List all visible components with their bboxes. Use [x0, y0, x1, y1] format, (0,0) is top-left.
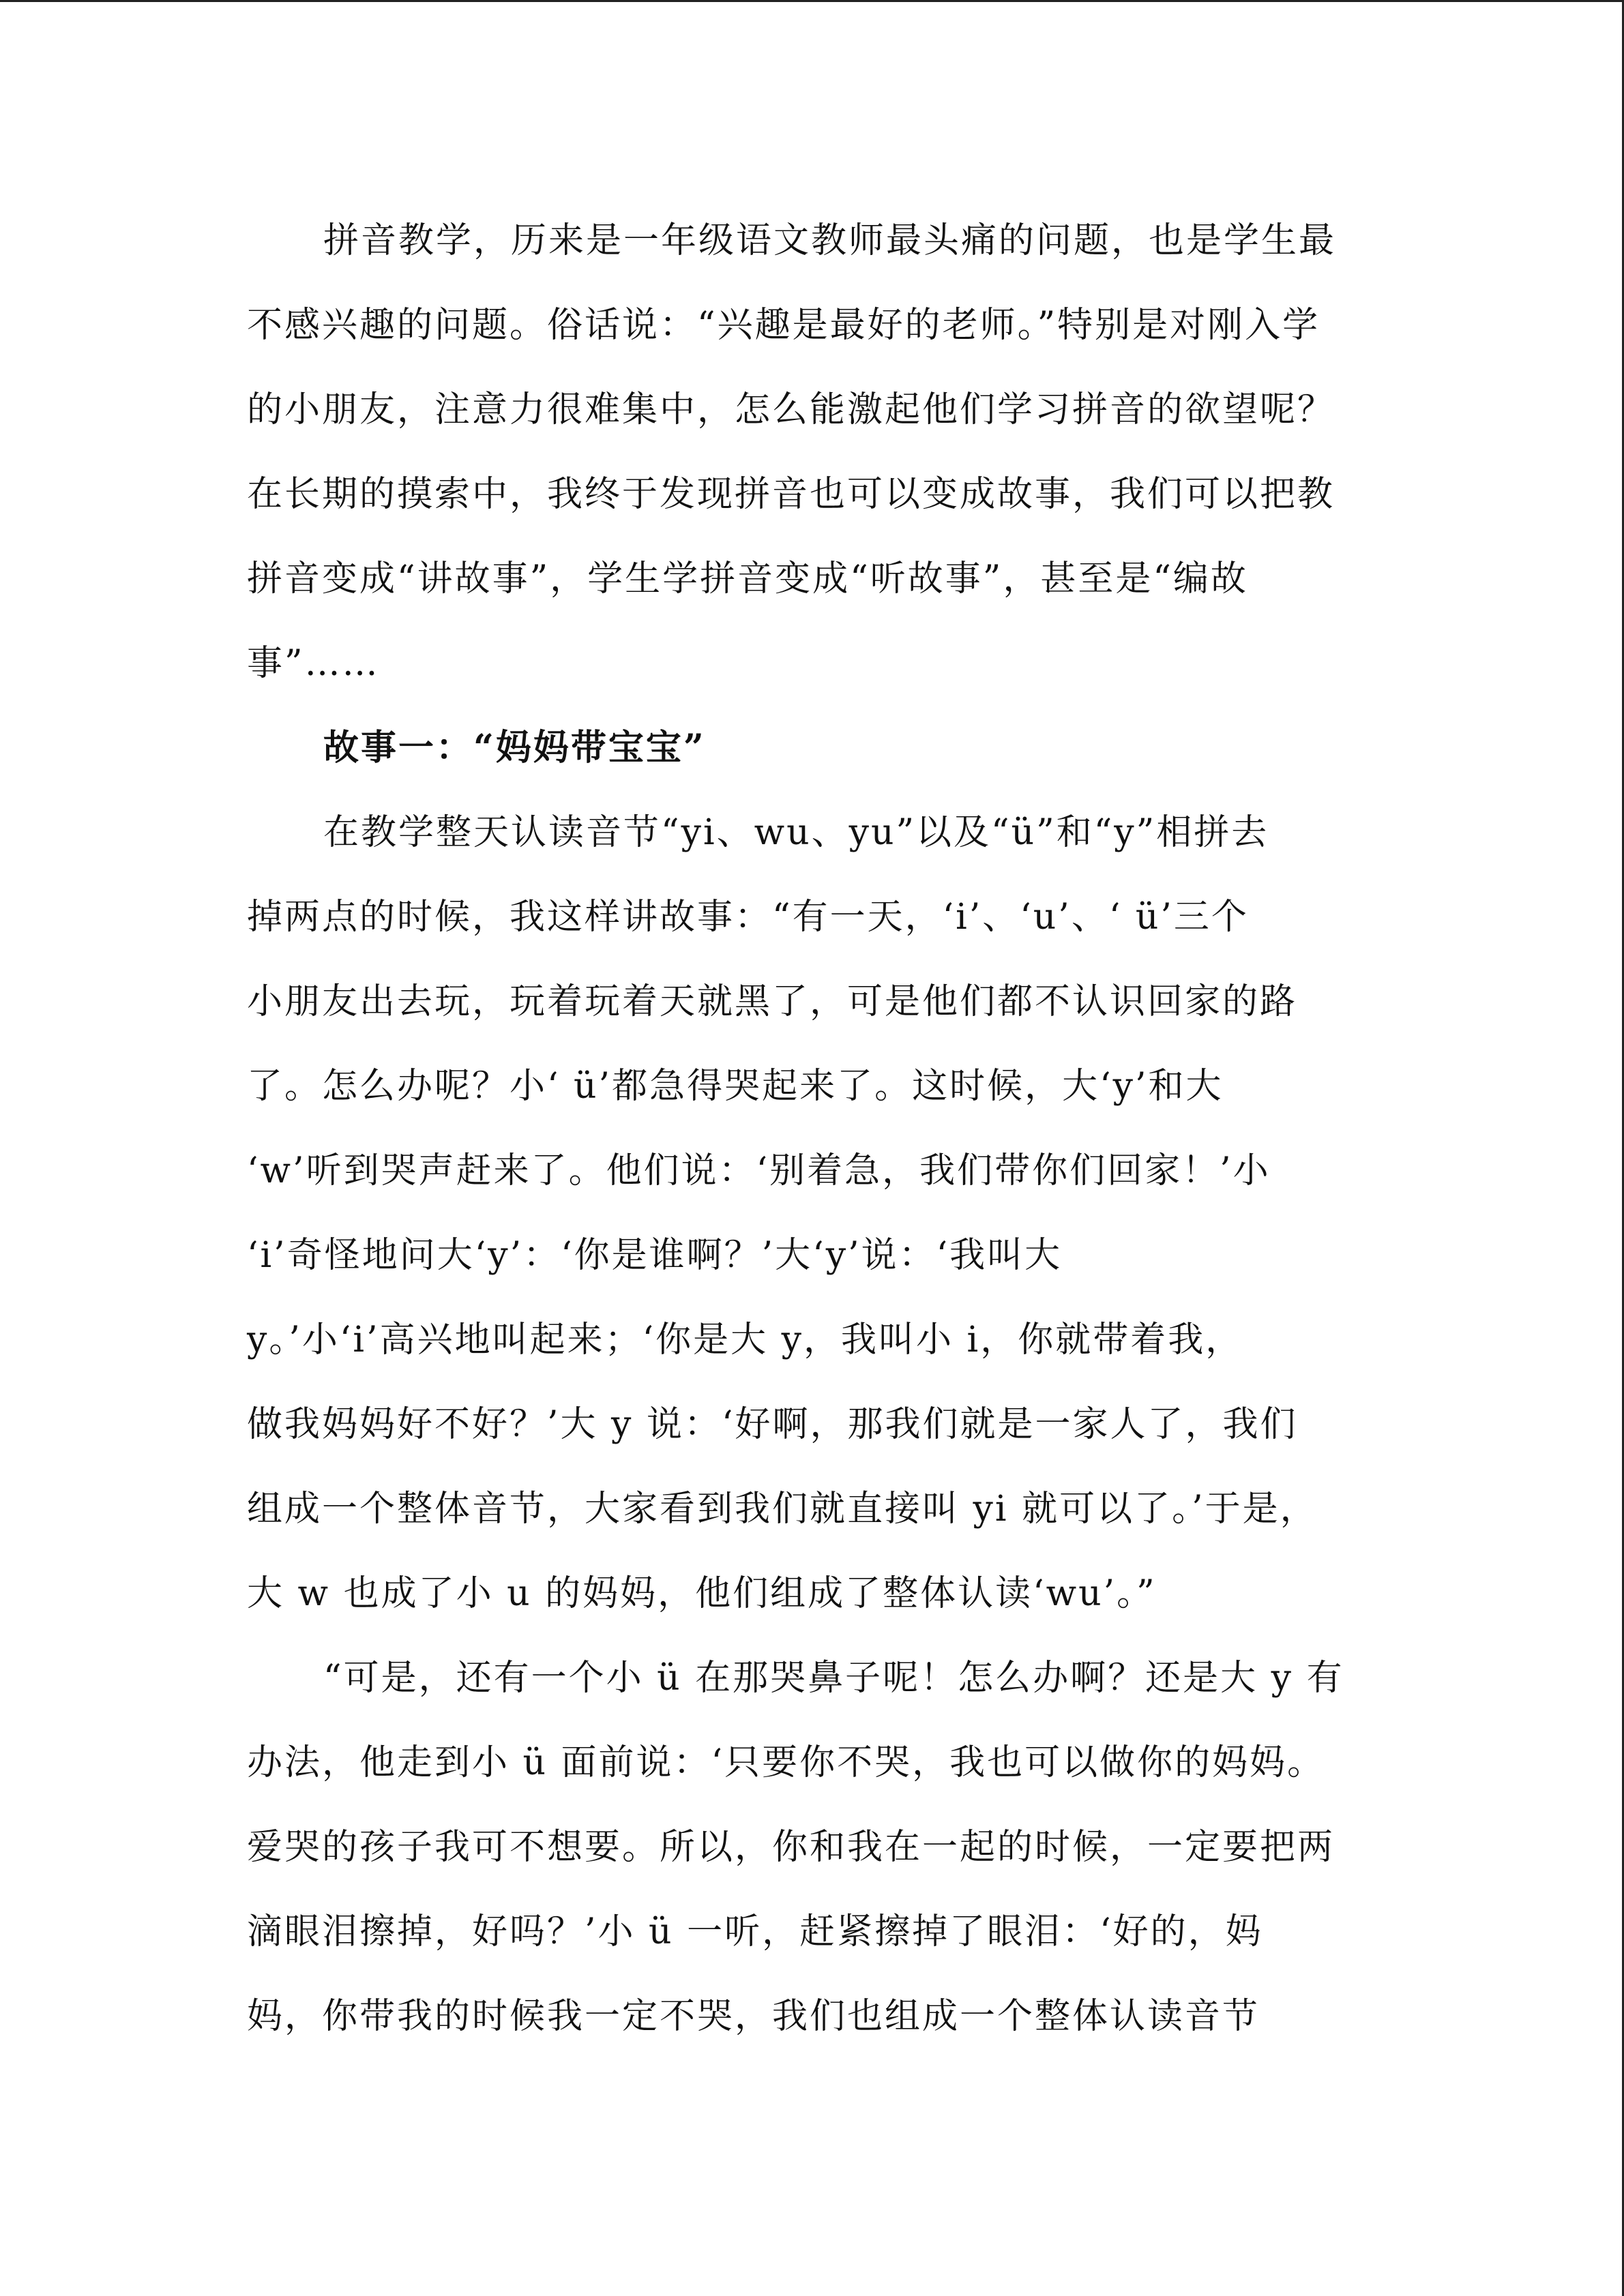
section-heading: 故事一：“妈妈带宝宝” — [323, 727, 706, 769]
text-line: 的小朋友，注意力很难集中，怎么能激起他们学习拼音的欲望呢？ — [247, 389, 1335, 430]
text-line: 拼音教学，历来是一年级语文教师最头痛的问题，也是学生最 — [323, 220, 1337, 261]
text-line: 做我妈妈好不好？’大 y 说：‘好啊，那我们就是一家人了，我们 — [247, 1404, 1298, 1445]
text-line: 办法，他走到小 ü 面前说：‘只要你不哭，我也可以做你的妈妈。 — [247, 1742, 1325, 1783]
text-line: 滴眼泪擦掉，好吗？’小 ü 一听，赶紧擦掉了眼泪：‘好的，妈 — [247, 1911, 1263, 1952]
text-line: 在教学整天认读音节“yi、wu、yu”以及“ü”和“y”相拼去 — [323, 812, 1269, 853]
text-line: ‘i’奇怪地问大‘y’：‘你是谁啊？’大‘y’说：‘我叫大 — [247, 1235, 1063, 1276]
text-line: 拼音变成“讲故事”，学生学拼音变成“听故事”，甚至是“编故 — [247, 558, 1248, 599]
text-line: 爱哭的孩子我可不想要。所以，你和我在一起的时候，一定要把两 — [247, 1827, 1335, 1868]
text-line: 妈，你带我的时候我一定不哭，我们也组成一个整体认读音节 — [247, 1996, 1260, 2037]
text-line: 掉两点的时候，我这样讲故事：“有一天，‘i’、‘u’、‘ ü’三个 — [247, 897, 1249, 938]
text-line: 组成一个整体音节，大家看到我们就直接叫 yi 就可以了。’于是， — [247, 1489, 1318, 1530]
page-top-border — [0, 0, 1624, 2]
text-line: 大 w 也成了小 u 的妈妈，他们组成了整体认读‘wu’。” — [247, 1573, 1157, 1614]
document-page — [247, 208, 1379, 2068]
text-line: 了。怎么办呢？小‘ ü’都急得哭起来了。这时候，大‘y’和大 — [247, 1066, 1224, 1107]
text-line: 小朋友出去玩，玩着玩着天就黑了，可是他们都不认识回家的路 — [247, 981, 1298, 1022]
text-line: y。’小‘i’高兴地叫起来；‘你是大 y，我叫小 i，你就带着我， — [247, 1320, 1243, 1360]
text-line: 在长期的摸索中，我终于发现拼音也可以变成故事，我们可以把教 — [247, 474, 1335, 515]
text-line: 不感兴趣的问题。俗话说：“兴趣是最好的老师。”特别是对刚入学 — [247, 305, 1320, 346]
text-line: 事”…… — [247, 643, 380, 684]
text-line: “可是，还有一个小 ü 在那哭鼻子呢！怎么办啊？还是大 y 有 — [323, 1658, 1344, 1699]
text-line: ‘w’听到哭声赶来了。他们说：‘别着急，我们带你们回家！’小 — [247, 1150, 1271, 1191]
